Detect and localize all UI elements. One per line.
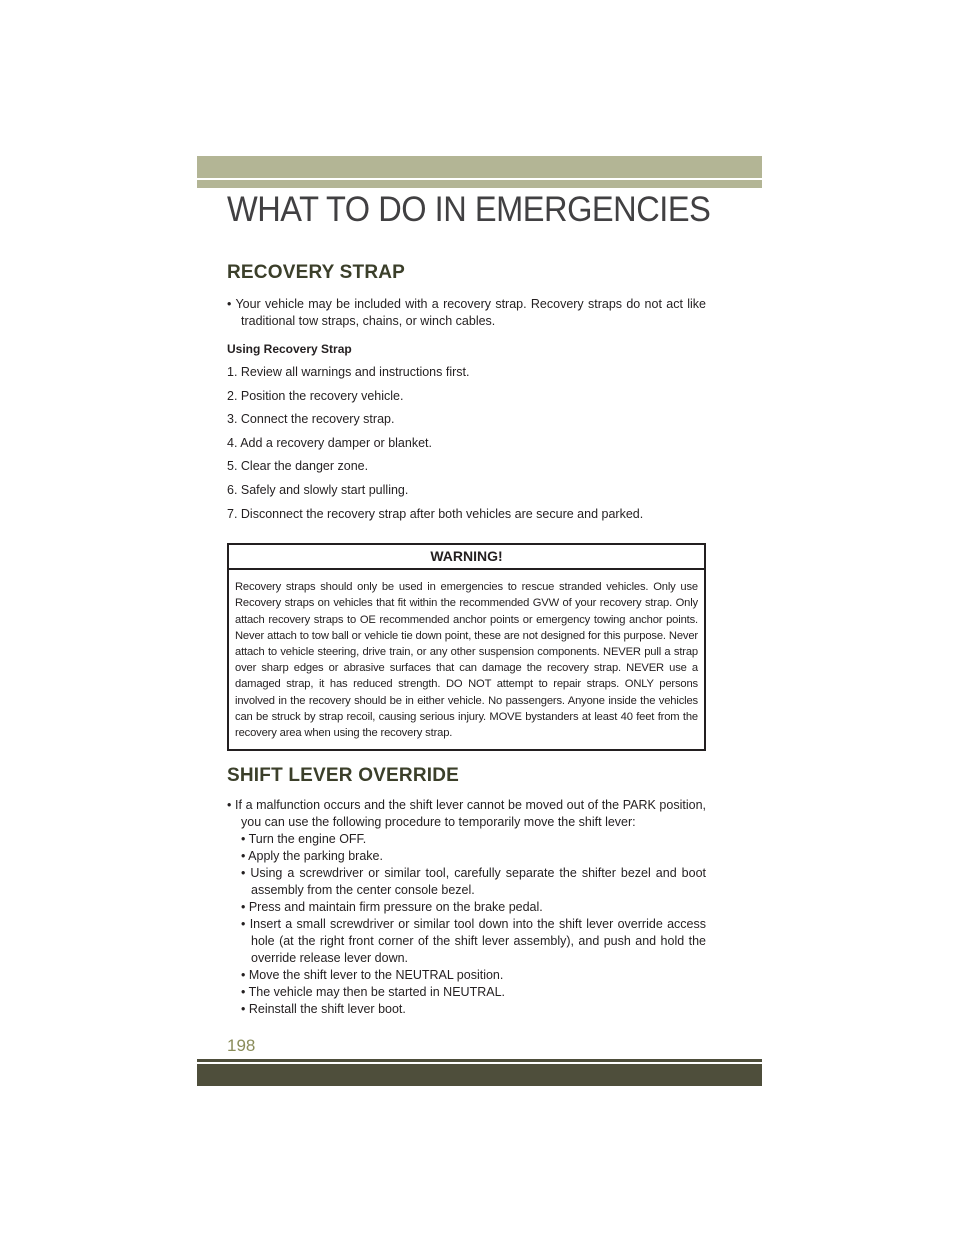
list-item: 5. Clear the danger zone. bbox=[227, 459, 369, 474]
footer-band bbox=[197, 1064, 762, 1086]
list-item: • Reinstall the shift lever boot. bbox=[241, 1002, 406, 1017]
chapter-title: WHAT TO DO IN EMERGENCIES bbox=[227, 190, 711, 229]
footer-rule bbox=[197, 1059, 762, 1062]
warning-text: Recovery straps should only be used in emergencies to rescue stranded vehicles. Only use Recovery straps on vehicles that fit within the recommended GVW of your recovery strap. Only attach recovery straps to OE recommended anchor points or emergency towing anchor points. Never attach to tow ball or vehicle tie down point, these are not designed for this purpose. Never attach to vehicle steering, drive train, or any other suspension components. NEVER pull a strap over sharp edges or abrasive surfaces that can damage the recovery strap. NEVER use a damaged strap, it has reduced strength. DO NOT attempt to repair straps. ONLY persons involved in the recovery should be in either vehicle. No passengers. Anyone inside the vehicles can be struck by strap recoil, causing serious injury. MOVE bystanders at least 40 feet from the recovery area when using the recovery strap. bbox=[235, 581, 698, 739]
recovery-steps-list bbox=[227, 362, 706, 527]
recovery-strap-heading: RECOVERY STRAP bbox=[227, 262, 406, 283]
using-recovery-strap-subheading: Using Recovery Strap bbox=[227, 342, 352, 356]
shift-lever-section bbox=[227, 765, 706, 1018]
warning-box bbox=[227, 543, 706, 751]
list-item: • Apply the parking brake. bbox=[241, 849, 383, 864]
list-item: • The vehicle may then be started in NEUTRAL. bbox=[241, 985, 505, 1000]
list-item: 1. Review all warnings and instructions first. bbox=[227, 365, 470, 379]
list-item: • Insert a small screwdriver or similar tool down into the shift lever override access hole (at the right front corner of the shift lever assembly), and push and hold the override release lever down. bbox=[241, 917, 706, 966]
page-number: 198 bbox=[227, 1036, 256, 1055]
list-item: 3. Connect the recovery strap. bbox=[227, 412, 395, 427]
warning-title: WARNING! bbox=[229, 545, 704, 570]
recovery-strap-bullet: • Your vehicle may be included with a recovery strap. Recovery straps do not act like traditional tow straps, chains, or winch cables. bbox=[227, 297, 706, 328]
page-content bbox=[227, 262, 706, 1018]
header-band bbox=[197, 156, 762, 178]
list-item: • Using a screwdriver or similar tool, carefully separate the shifter bezel and boot assembly from the center console bezel. bbox=[241, 866, 706, 898]
list-item: 7. Disconnect the recovery strap after both vehicles are secure and parked. bbox=[227, 506, 644, 521]
list-item: 4. Add a recovery damper or blanket. bbox=[227, 435, 432, 450]
shift-steps-list bbox=[227, 831, 706, 1018]
list-item: • Turn the engine OFF. bbox=[241, 832, 367, 847]
list-item: • Move the shift lever to the NEUTRAL position. bbox=[241, 968, 504, 983]
shift-lever-override-heading: SHIFT LEVER OVERRIDE bbox=[227, 765, 460, 787]
list-item: 2. Position the recovery vehicle. bbox=[227, 388, 404, 403]
shift-lever-bullet: • If a malfunction occurs and the shift lever cannot be moved out of the PARK position, you can use the following procedure to temporarily move the shift lever: bbox=[227, 798, 706, 830]
list-item: • Press and maintain firm pressure on the brake pedal. bbox=[241, 900, 543, 915]
list-item: 6. Safely and slowly start pulling. bbox=[227, 482, 409, 497]
header-stripe bbox=[197, 180, 762, 188]
